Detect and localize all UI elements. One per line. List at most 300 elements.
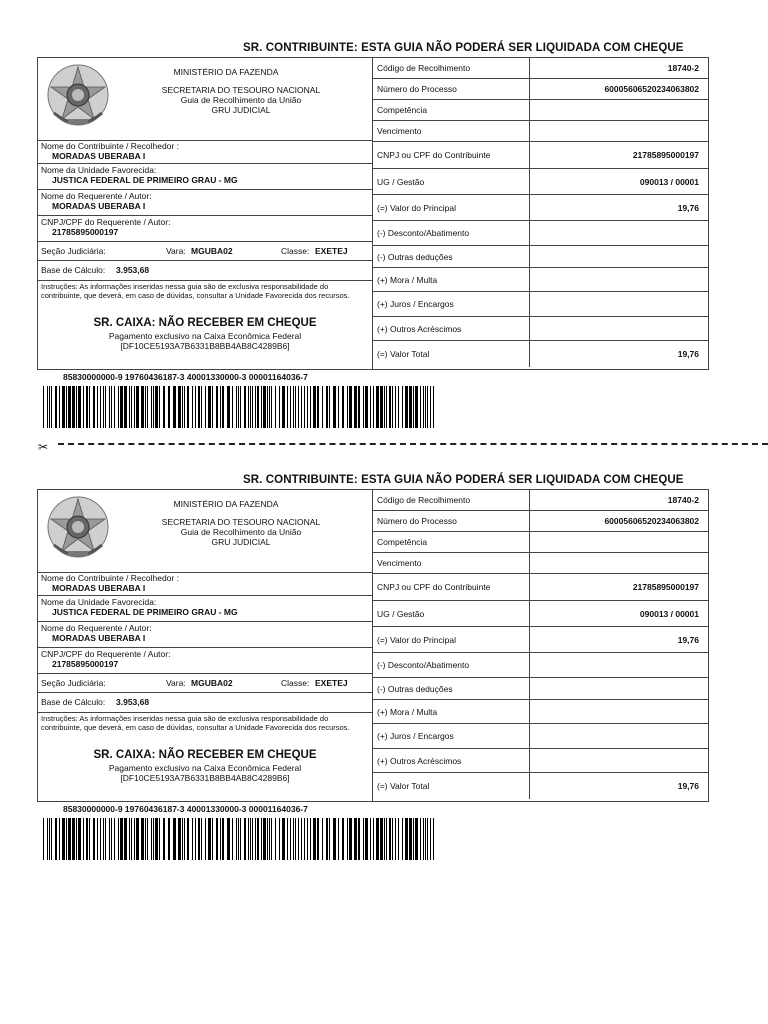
right-row-label: (=) Valor do Principal (377, 634, 456, 645)
barcode-bar (269, 386, 270, 428)
right-row-label: (+) Mora / Multa (377, 706, 438, 717)
barcode-bar (329, 386, 330, 428)
barcode-bar (147, 386, 148, 428)
barcode-bar (415, 386, 418, 428)
barcode-bar (398, 386, 399, 428)
right-row-label: (+) Juros / Encargos (377, 299, 454, 309)
right-row (373, 246, 708, 268)
barcode-bar (178, 818, 181, 860)
barcode-bar (151, 818, 152, 860)
barcode-bar (59, 818, 60, 860)
column-divider (529, 532, 530, 552)
right-row-value: 60005606520234063802 (604, 84, 699, 94)
column-divider (529, 341, 530, 367)
right-row (373, 700, 708, 724)
column-divider (529, 121, 530, 141)
barcode-bar (43, 818, 44, 860)
barcode-bar (310, 818, 311, 860)
barcode-bar (59, 386, 60, 428)
barcode-bar (347, 386, 348, 428)
contribuinte-label: Nome do Contribuinte / Recolhedor : (41, 573, 179, 583)
right-row-value: 19,76 (677, 202, 699, 213)
barcode-bar (109, 818, 110, 860)
barcode-bar (55, 818, 58, 860)
barcode-bar (376, 386, 379, 428)
barcode-bar (238, 386, 239, 428)
barcode-bar (151, 386, 152, 428)
barcode-bar (147, 818, 148, 860)
gru-slip-top (0, 42, 768, 472)
barcode-bar (298, 386, 299, 428)
barcode-bar (86, 386, 89, 428)
secao-row (38, 674, 372, 693)
right-row (373, 490, 708, 511)
barcode-bar (136, 818, 139, 860)
barcode-bar (313, 818, 316, 860)
base-calculo-value: 3.953,68 (116, 697, 150, 707)
right-row-label: (-) Desconto/Abatimento (377, 660, 470, 670)
barcode-bar (384, 818, 385, 860)
barcode-bar (195, 386, 196, 428)
barcode-bar (236, 386, 237, 428)
barcode-bar (187, 818, 190, 860)
vara-value: MGUBA02 (191, 678, 233, 688)
barcode (43, 386, 438, 428)
barcode-bar (141, 818, 144, 860)
barcode-bar (145, 386, 146, 428)
unidade-field (38, 164, 372, 190)
barcode-bar (208, 818, 211, 860)
barcode-bar (118, 818, 119, 860)
base-calculo-value: 3.953,68 (116, 265, 150, 275)
barcode-bar (347, 818, 348, 860)
barcode-bar (304, 818, 305, 860)
barcode-bar (310, 386, 311, 428)
barcode-bar (159, 818, 160, 860)
right-row-label: CNPJ ou CPF do Contribuinte (377, 150, 491, 160)
barcode-bar (55, 386, 58, 428)
column-divider (529, 221, 530, 245)
barcode-bar (386, 386, 387, 428)
barcode-bar (120, 386, 123, 428)
barcode-bar (178, 386, 181, 428)
barcode-bar (201, 386, 202, 428)
barcode-bar (252, 386, 253, 428)
column-divider (529, 195, 530, 220)
right-row (373, 601, 708, 627)
barcode-bar (120, 818, 123, 860)
caixa-title: SR. CAIXA: NÃO RECEBER EM CHEQUE (93, 317, 317, 329)
barcode-bar (159, 386, 160, 428)
barcode-bar (129, 818, 130, 860)
barcode-bar (192, 818, 193, 860)
barcode-bar (205, 386, 206, 428)
barcode-bar (298, 818, 299, 860)
column-divider (529, 678, 530, 699)
barcode-bar (134, 386, 135, 428)
contribuinte-field (38, 140, 372, 164)
barcode-bar (282, 386, 285, 428)
barcode-bar (124, 386, 127, 428)
barcode-bar (373, 818, 374, 860)
gru-slip-bottom (0, 474, 768, 904)
barcode-bar (222, 818, 225, 860)
barcode-bar (201, 818, 202, 860)
barcode-bar (433, 818, 434, 860)
right-row (373, 532, 708, 553)
barcode-bar (208, 386, 211, 428)
barcode-bar (420, 818, 421, 860)
barcode-bar (236, 818, 237, 860)
secretaria-title: SECRETARIA DO TESOURO NACIONAL (161, 517, 321, 527)
barcode-bar (155, 386, 158, 428)
slip-header: SR. CONTRIBUINTE: ESTA GUIA NÃO PODERÁ SER LIQUIDADA COM CHEQUE (243, 474, 684, 486)
barcode-bar (405, 818, 408, 860)
column-divider (529, 169, 530, 194)
column-divider (529, 268, 530, 291)
barcode-bar (430, 818, 431, 860)
barcode-bar (198, 386, 201, 428)
barcode-bar (307, 386, 308, 428)
barcode-bar (49, 818, 50, 860)
barcode-bar (103, 386, 104, 428)
barcode-bar (187, 386, 190, 428)
caixa-subtitle: Pagamento exclusivo na Caixa Econômica Federal (108, 331, 302, 341)
caixa-notice (38, 318, 372, 351)
unidade-value: JUSTICA FEDERAL DE PRIMEIRO GRAU - MG (52, 607, 238, 617)
slip-header: SR. CONTRIBUINTE: ESTA GUIA NÃO PODERÁ SER LIQUIDADA COM CHEQUE (243, 42, 684, 54)
right-row-value: 60005606520234063802 (604, 516, 699, 526)
right-row-value: 18740-2 (667, 63, 699, 73)
cut-line (38, 440, 768, 454)
barcode-bar (290, 818, 291, 860)
column-divider (529, 627, 530, 652)
barcode-bar (307, 818, 308, 860)
barcode-bar (267, 386, 268, 428)
right-row (373, 653, 708, 678)
barcode-bar (131, 818, 132, 860)
requerente-field (38, 190, 372, 216)
barcode-bar (240, 818, 241, 860)
requerente-value: MORADAS UBERABA I (52, 201, 146, 211)
barcode-bar (78, 386, 81, 428)
right-row-label: (-) Desconto/Abatimento (377, 228, 470, 238)
column-divider (529, 317, 530, 340)
right-row (373, 341, 708, 367)
requerente-field (38, 622, 372, 648)
unidade-label: Nome da Unidade Favorecida: (41, 165, 157, 175)
barcode-bar (227, 818, 230, 860)
cnpj-requerente-value: 21785895000197 (52, 227, 119, 237)
barcode-bar (184, 818, 185, 860)
barcode-bar (317, 818, 320, 860)
slip-frame (37, 489, 709, 802)
barcode-bar (322, 818, 323, 860)
column-divider (529, 79, 530, 99)
barcode-bar (392, 818, 393, 860)
barcode-bar (384, 386, 385, 428)
barcode-bar (182, 386, 183, 428)
secao-row (38, 242, 372, 261)
barcode-bar (386, 818, 387, 860)
barcode-bar (423, 386, 424, 428)
barcode-bar (62, 386, 65, 428)
barcode-bar (76, 818, 77, 860)
right-row-label: (+) Mora / Multa (377, 274, 438, 285)
requerente-label: Nome do Requerente / Autor: (41, 191, 152, 201)
barcode-bar (267, 818, 268, 860)
barcode-bar (349, 818, 352, 860)
right-row-label: UG / Gestão (377, 608, 425, 619)
barcode-bar (275, 818, 276, 860)
barcode-bar (100, 386, 101, 428)
right-row (373, 142, 708, 169)
right-row-label: (+) Outros Acréscimos (377, 323, 462, 334)
cnpj-requerente-label: CNPJ/CPF do Requerente / Autor: (41, 649, 171, 659)
base-calculo-row (38, 693, 372, 713)
barcode-bar (398, 818, 399, 860)
barcode-bar (47, 386, 48, 428)
barcode-bar (232, 386, 233, 428)
barcode-bar (269, 818, 270, 860)
barcode-bar (363, 386, 364, 428)
barcode-bar (244, 818, 247, 860)
barcode-bar (423, 818, 424, 860)
column-divider (529, 773, 530, 799)
barcode-bar (301, 818, 302, 860)
barcode-bar (72, 818, 75, 860)
barcode-bar (365, 818, 368, 860)
right-row (373, 169, 708, 195)
base-calculo-label: Base de Cálculo: (41, 697, 106, 707)
caixa-hash: [DF10CE5193A7B6331B8BB4AB8C4289B6] (120, 773, 290, 783)
gru-title: GRU JUDICIAL (211, 537, 271, 547)
barcode-bar (238, 818, 239, 860)
right-row-value: 19,76 (677, 781, 699, 791)
barcode-bar (301, 386, 302, 428)
barcode-bar (136, 386, 139, 428)
barcode-bar (118, 386, 119, 428)
barcode-bar (198, 818, 201, 860)
barcode-bar (389, 818, 392, 860)
barcode-bar (68, 386, 71, 428)
barcode-bar (97, 818, 98, 860)
contribuinte-field (38, 572, 372, 596)
classe-label: Classe: (281, 246, 310, 256)
barcode-bar (153, 386, 154, 428)
barcode-bar (338, 386, 339, 428)
barcode-bar (329, 818, 330, 860)
ministry-title: MINISTÉRIO DA FAZENDA (173, 67, 279, 77)
barcode-bar (66, 386, 67, 428)
barcode-bar (293, 818, 294, 860)
barcode-digits: 85830000000-9 19760436187-3 40001330000-3 00001164036-7 (63, 804, 308, 814)
barcode-bar (105, 386, 106, 428)
right-row (373, 627, 708, 653)
logo-text (116, 499, 366, 547)
barcode-bar (220, 386, 221, 428)
right-row-label: (=) Valor do Principal (377, 202, 456, 213)
vara-value: MGUBA02 (191, 246, 233, 256)
cnpj-requerente-field (38, 216, 372, 242)
right-panel (373, 490, 708, 801)
column-divider (529, 653, 530, 677)
barcode-bar (313, 386, 316, 428)
barcode-bar (271, 386, 272, 428)
caixa-subtitle: Pagamento exclusivo na Caixa Econômica Federal (108, 763, 302, 773)
cnpj-requerente-value: 21785895000197 (52, 659, 119, 669)
barcode-bar (425, 818, 426, 860)
barcode-bar (293, 386, 294, 428)
right-row (373, 292, 708, 317)
barcode-bar (402, 818, 403, 860)
right-row-label: (=) Valor Total (377, 349, 430, 359)
barcode-bar (370, 386, 371, 428)
column-divider (529, 749, 530, 772)
barcode-bar (134, 818, 135, 860)
barcode-bar (89, 386, 90, 428)
barcode-bar (173, 386, 176, 428)
barcode-bar (163, 386, 166, 428)
barcode-bar (255, 818, 256, 860)
barcode-bar (216, 818, 219, 860)
barcode-bar (304, 386, 305, 428)
right-row-value: 21785895000197 (632, 582, 699, 592)
barcode-bar (184, 386, 185, 428)
right-row-label: Número do Processo (377, 84, 457, 94)
barcode-bar (354, 818, 357, 860)
barcode-bar (287, 386, 288, 428)
column-divider (529, 511, 530, 531)
barcode-bar (244, 386, 247, 428)
barcode-bar (349, 386, 352, 428)
secretaria-title: SECRETARIA DO TESOURO NACIONAL (161, 85, 321, 95)
base-calculo-label: Base de Cálculo: (41, 265, 106, 275)
right-row (373, 100, 708, 121)
barcode-bar (370, 818, 371, 860)
barcode-bar (51, 386, 52, 428)
barcode-bar (250, 386, 251, 428)
barcode-bar (354, 386, 357, 428)
barcode-bar (195, 818, 196, 860)
right-row-label: Competência (377, 537, 428, 547)
barcode-bar (342, 818, 345, 860)
column-divider (529, 292, 530, 316)
barcode-bar (282, 818, 285, 860)
barcode-bar (409, 386, 412, 428)
right-row (373, 121, 708, 142)
contribuinte-value: MORADAS UBERABA I (52, 151, 146, 161)
right-row-value: 21785895000197 (632, 150, 699, 160)
barcode-bar (290, 386, 291, 428)
barcode-bar (124, 818, 127, 860)
barcode-bar (220, 818, 221, 860)
right-row-label: (+) Juros / Encargos (377, 731, 454, 741)
barcode (43, 818, 438, 860)
barcode-bar (261, 818, 262, 860)
classe-value: EXETEJ (315, 246, 348, 256)
barcode-bar (72, 386, 75, 428)
instrucoes-text: Instruções: As informações inseridas nessa guia são de exclusiva responsabilidade do contribuinte, que deverá, em caso de dúvidas, consultar a Unidade Favorecida dos recursos. (41, 282, 350, 300)
barcode-bar (49, 386, 50, 428)
column-divider (529, 490, 530, 510)
unidade-label: Nome da Unidade Favorecida: (41, 597, 157, 607)
right-row (373, 773, 708, 799)
barcode-bar (97, 386, 98, 428)
barcode-bar (222, 386, 225, 428)
barcode-bar (111, 386, 112, 428)
barcode-bar (47, 818, 48, 860)
logo-text (116, 67, 366, 115)
barcode-bar (111, 818, 112, 860)
barcode-bar (326, 818, 329, 860)
barcode-bar (86, 818, 89, 860)
right-row (373, 268, 708, 292)
logo-box (38, 58, 372, 141)
left-panel (38, 58, 373, 369)
barcode-bar (342, 386, 345, 428)
cnpj-requerente-field (38, 648, 372, 674)
barcode-bar (257, 818, 260, 860)
left-panel (38, 490, 373, 801)
right-row (373, 221, 708, 246)
requerente-value: MORADAS UBERABA I (52, 633, 146, 643)
right-row-value: 19,76 (677, 349, 699, 359)
column-divider (529, 100, 530, 120)
right-row-label: CNPJ ou CPF do Contribuinte (377, 582, 491, 592)
barcode-bar (240, 386, 241, 428)
barcode-bar (212, 818, 213, 860)
right-row-label: (+) Outros Acréscimos (377, 755, 462, 766)
barcode-bar (248, 818, 249, 860)
right-row-value: 090013 / 00001 (639, 608, 699, 619)
barcode-bar (153, 818, 154, 860)
contribuinte-label: Nome do Contribuinte / Recolhedor : (41, 141, 179, 151)
barcode-bar (376, 818, 379, 860)
classe-label: Classe: (281, 678, 310, 688)
barcode-bar (78, 818, 81, 860)
barcode-bar (263, 818, 266, 860)
barcode-bar (326, 386, 329, 428)
barcode-bar (192, 386, 193, 428)
barcode-bar (271, 818, 272, 860)
barcode-bar (155, 818, 158, 860)
barcode-bar (333, 386, 336, 428)
barcode-bar (405, 386, 408, 428)
barcode-bar (317, 386, 320, 428)
barcode-bar (427, 386, 428, 428)
barcode-bar (380, 386, 383, 428)
barcode-bar (141, 386, 144, 428)
barcode-bar (402, 386, 403, 428)
scissors-icon: ✂ (38, 440, 49, 454)
barcode-bar (287, 818, 288, 860)
vara-label: Vara: (166, 246, 186, 256)
column-divider (529, 601, 530, 626)
right-row-label: Competência (377, 105, 428, 115)
right-row-label: Vencimento (377, 558, 422, 568)
barcode-bar (333, 818, 336, 860)
right-row (373, 749, 708, 773)
cnpj-requerente-label: CNPJ/CPF do Requerente / Autor: (41, 217, 171, 227)
barcode-bar (145, 818, 146, 860)
dashed-separator (58, 443, 768, 445)
right-row (373, 511, 708, 532)
barcode-bar (389, 386, 392, 428)
barcode-bar (365, 386, 368, 428)
unidade-value: JUSTICA FEDERAL DE PRIMEIRO GRAU - MG (52, 175, 238, 185)
barcode-digits: 85830000000-9 19760436187-3 40001330000-3 00001164036-7 (63, 372, 308, 382)
